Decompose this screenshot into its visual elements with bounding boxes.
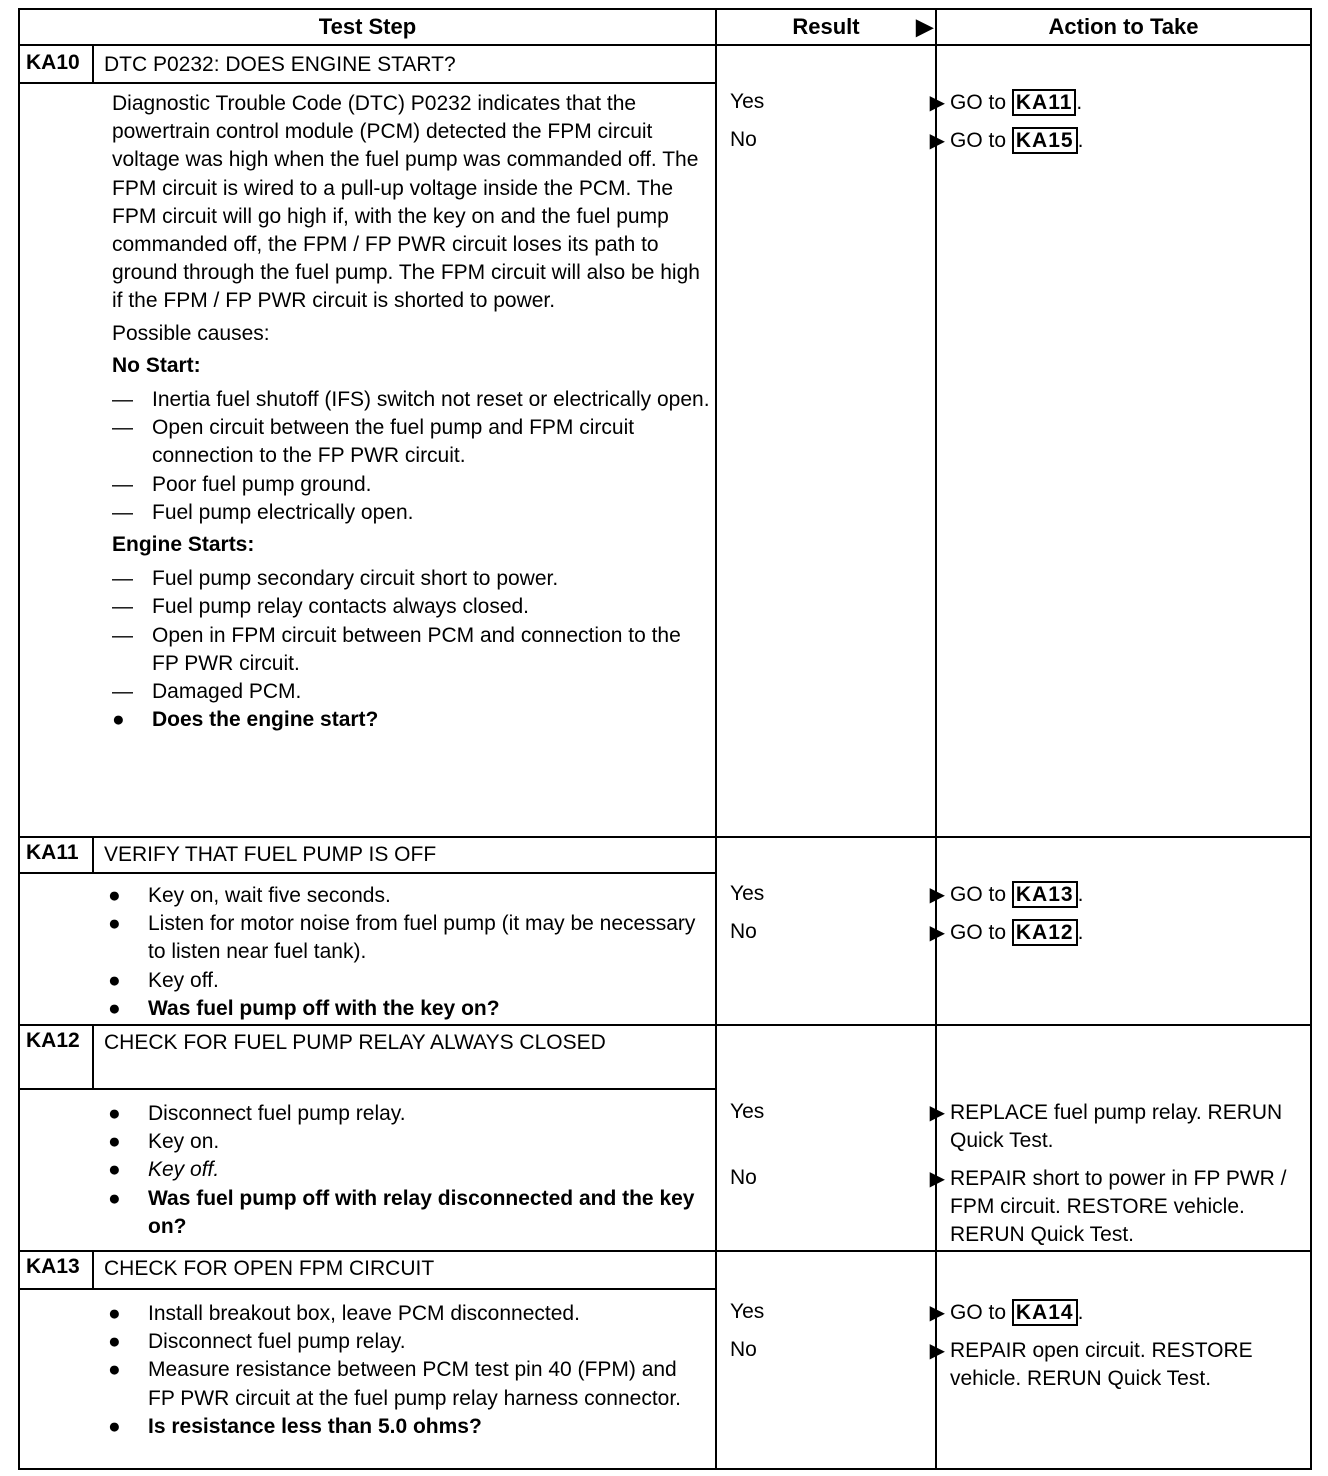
header-action: Action to Take [937, 10, 1310, 46]
subheading: No Start: [112, 353, 201, 377]
item-text: Key on. [148, 1130, 220, 1154]
dash-marker: — [112, 567, 133, 591]
bullet-icon: ● [108, 912, 121, 936]
subheading: Engine Starts: [112, 533, 255, 557]
dash-marker: — [112, 680, 133, 704]
bullet-icon: ● [112, 708, 125, 732]
row-divider [20, 1024, 1310, 1026]
step-body [108, 1100, 708, 1241]
result-label: No [730, 1166, 757, 1189]
header-result [717, 10, 935, 46]
dash-item [112, 593, 712, 621]
action-yes [950, 881, 1305, 909]
result-no [730, 128, 945, 153]
arrow-icon: ▶ [929, 1168, 945, 1190]
dash-item [112, 499, 712, 527]
row-divider [20, 1250, 1310, 1252]
action-text: GO to [950, 91, 1012, 114]
step-title: VERIFY THAT FUEL PUMP IS OFF [104, 843, 437, 866]
result-no [730, 1338, 945, 1363]
step-reference-link[interactable]: KA15 [1012, 127, 1078, 154]
result-no [730, 1166, 945, 1191]
item-text: Key on, wait five seconds. [148, 884, 391, 907]
action-text: REPAIR short to power in FP PWR / FPM circuit. RESTORE vehicle. RERUN Quick Test. [950, 1167, 1287, 1246]
step-reference-link[interactable]: KA14 [1012, 1299, 1078, 1326]
header-result-label: Result [792, 14, 860, 39]
bullet-icon: ● [108, 996, 121, 1020]
dash-marker: — [112, 416, 133, 440]
step-header [20, 836, 715, 874]
bullet-item [108, 1328, 708, 1356]
result-label: Yes [730, 882, 765, 905]
result-no [730, 920, 945, 945]
arrow-icon: ▶ [929, 1340, 945, 1362]
dash-marker: — [112, 388, 133, 412]
result-yes [730, 90, 945, 115]
item-text: Install breakout box, leave PCM disconnected. [148, 1302, 580, 1325]
bullet-item [112, 706, 712, 734]
dash-item [112, 386, 712, 414]
step-header [20, 1250, 715, 1290]
action-yes [950, 1099, 1305, 1155]
result-yes [730, 882, 945, 907]
bullet-icon: ● [108, 1186, 121, 1210]
step-reference-link[interactable]: KA11 [1012, 89, 1077, 116]
item-text: Disconnect fuel pump relay. [148, 1330, 406, 1354]
bullet-icon: ● [108, 1330, 121, 1354]
bullet-icon: ● [108, 1414, 121, 1438]
question-text: Was fuel pump off with the key on? [148, 996, 500, 1020]
bullet-icon: ● [108, 1130, 121, 1154]
bullet-icon: ● [108, 1158, 121, 1182]
step-header [20, 1024, 715, 1090]
bullet-icon: ● [108, 1102, 121, 1125]
item-text: Poor fuel pump ground. [152, 472, 372, 496]
bullet-item [108, 967, 708, 995]
dash-item [112, 622, 712, 678]
paragraph: Possible causes: [112, 321, 270, 345]
action-text: REPLACE fuel pump relay. RERUN Quick Test. [950, 1101, 1283, 1152]
dash-marker: — [112, 595, 133, 619]
action-no [950, 127, 1305, 155]
step-reference-link[interactable]: KA13 [1012, 881, 1078, 908]
action-suffix: . [1077, 921, 1084, 944]
bullet-icon: ● [108, 1302, 121, 1325]
action-text: REPAIR open circuit. RESTORE vehicle. RERUN Quick Test. [950, 1339, 1253, 1390]
step-id: KA10 [20, 46, 94, 82]
action-suffix: . [1077, 1301, 1084, 1324]
action-text: GO to [950, 1301, 1012, 1324]
header-test-step: Test Step [20, 10, 715, 46]
item-text: Fuel pump electrically open. [152, 500, 414, 524]
action-yes [950, 89, 1305, 117]
diagnostic-table [18, 8, 1312, 1470]
step-header [20, 46, 715, 84]
item-text: Key off. [148, 968, 219, 992]
result-label: No [730, 920, 757, 943]
result-label: No [730, 128, 757, 151]
result-label: Yes [730, 1300, 765, 1323]
step-title: CHECK FOR OPEN FPM CIRCUIT [104, 1257, 435, 1280]
bullet-item [108, 1156, 708, 1184]
dash-marker: — [112, 623, 133, 647]
step-title: DTC P0232: DOES ENGINE START? [104, 53, 456, 76]
paragraph: Diagnostic Trouble Code (DTC) P0232 indicates that the powertrain control module (PCM) detected the FPM circuit voltage was high when the fuel pump was commanded off. The FPM circuit is wired to a pull-up voltage inside the PCM. The FPM circuit will go high if, with the key on and the fuel pump commanded off, the FPM / FP PWR circuit loses its path to ground through the fuel pump. The FPM circuit will also be high if the FPM / FP PWR circuit is shorted to power. [112, 92, 700, 313]
arrow-icon: ▶ [929, 884, 945, 906]
question-text: Does the engine start? [152, 708, 379, 732]
dash-item [112, 471, 712, 499]
item-text: Listen for motor noise from fuel pump (it may be necessary to listen near fuel tank). [148, 912, 696, 964]
arrow-icon: ▶ [929, 92, 945, 114]
bullet-icon: ● [108, 1358, 121, 1382]
item-text: Open in FPM circuit between PCM and connection to the FP PWR circuit. [152, 623, 681, 675]
action-suffix: . [1076, 91, 1083, 114]
item-text: Open circuit between the fuel pump and FPM circuit connection to the FP PWR circuit. [152, 416, 635, 468]
bullet-item [108, 882, 708, 910]
bullet-item [108, 1100, 708, 1128]
action-yes [950, 1299, 1305, 1327]
bullet-item [108, 1128, 708, 1156]
arrow-icon: ▶ [929, 922, 945, 944]
bullet-item [108, 1300, 708, 1328]
dash-item [112, 414, 712, 470]
result-label: Yes [730, 1100, 765, 1123]
result-yes [730, 1100, 945, 1125]
item-text: Damaged PCM. [152, 680, 302, 704]
arrow-icon: ▶ [916, 14, 933, 39]
step-body [108, 1300, 708, 1441]
step-title: CHECK FOR FUEL PUMP RELAY ALWAYS CLOSED [104, 1031, 606, 1054]
result-yes [730, 1300, 945, 1325]
action-suffix: . [1077, 883, 1084, 906]
step-body [112, 90, 712, 734]
result-label: No [730, 1338, 757, 1361]
bullet-icon: ● [108, 968, 121, 992]
bullet-item [108, 1185, 708, 1241]
step-id: KA11 [20, 836, 94, 872]
question-text: Was fuel pump off with relay disconnected and the key on? [148, 1186, 695, 1238]
step-body [108, 882, 708, 1023]
bullet-item [108, 1413, 708, 1441]
arrow-icon: ▶ [929, 1102, 945, 1124]
item-text: Measure resistance between PCM test pin 40 (FPM) and FP PWR circuit at the fuel pump relay harness connector. [148, 1358, 682, 1410]
action-no [950, 919, 1305, 947]
bullet-item [108, 910, 708, 966]
item-text: Disconnect fuel pump relay. [148, 1102, 406, 1125]
question-text: Is resistance less than 5.0 ohms? [148, 1414, 482, 1438]
action-no [950, 1165, 1305, 1249]
bullet-item [108, 1356, 708, 1412]
item-text: Fuel pump secondary circuit short to power. [152, 567, 559, 591]
dash-marker: — [112, 472, 133, 496]
item-text: Fuel pump relay contacts always closed. [152, 595, 530, 619]
arrow-icon: ▶ [929, 1302, 945, 1324]
bullet-item [108, 995, 708, 1023]
bullet-icon: ● [108, 884, 121, 907]
row-divider [20, 836, 1310, 838]
action-text: GO to [950, 921, 1012, 944]
step-id: KA12 [20, 1024, 94, 1088]
dash-marker: — [112, 500, 133, 524]
arrow-icon: ▶ [929, 130, 945, 152]
result-label: Yes [730, 90, 765, 113]
step-id: KA13 [20, 1250, 94, 1288]
action-no [950, 1337, 1305, 1393]
item-text: Key off. [148, 1158, 220, 1182]
dash-item [112, 678, 712, 706]
action-text: GO to [950, 883, 1012, 906]
item-text: Inertia fuel shutoff (IFS) switch not reset or electrically open. [152, 388, 710, 412]
action-text: GO to [950, 129, 1012, 152]
action-suffix: . [1077, 129, 1084, 152]
dash-item [112, 565, 712, 593]
step-reference-link[interactable]: KA12 [1012, 919, 1078, 946]
